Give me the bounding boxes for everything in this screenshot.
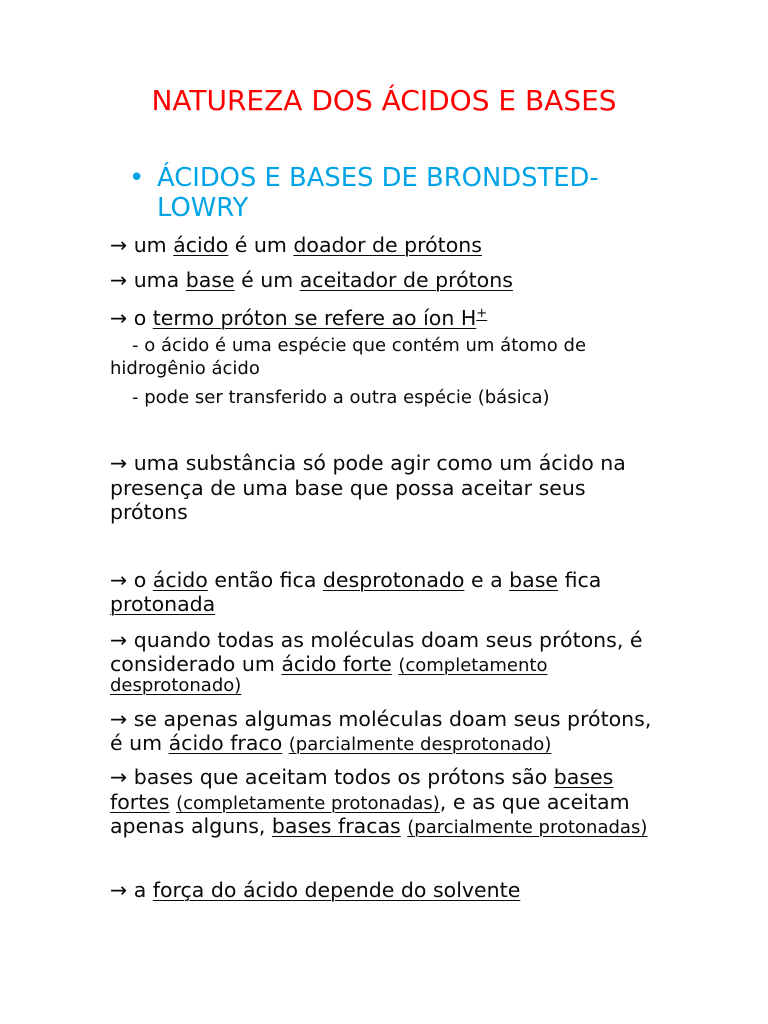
text-line bbox=[110, 877, 520, 910]
text-line bbox=[110, 675, 241, 702]
body-text: → uma bbox=[110, 268, 186, 292]
underlined-term: termo próton se refere ao íon H bbox=[152, 306, 477, 330]
bullet-icon: • bbox=[129, 163, 145, 193]
body-text: → um bbox=[110, 233, 174, 257]
underlined-note: (completamento bbox=[398, 655, 548, 676]
underlined-note: desprotonado) bbox=[110, 675, 242, 696]
underlined-term: aceitador de prótons bbox=[299, 268, 513, 292]
body-text: apenas alguns, bbox=[110, 814, 272, 838]
body-text: é um bbox=[228, 233, 294, 257]
text-line bbox=[110, 301, 487, 338]
superscript-charge: + bbox=[476, 306, 488, 321]
body-text: → o bbox=[110, 568, 153, 592]
body-text: → se apenas algumas moléculas doam seus prótons, bbox=[110, 707, 652, 731]
underlined-term: ácido forte bbox=[281, 652, 392, 676]
section-heading-line-1: ÁCIDOS E BASES DE BRONDSTED- bbox=[157, 163, 599, 193]
underlined-term: ácido bbox=[152, 568, 208, 592]
text-line bbox=[110, 813, 647, 846]
body-text: → quando todas as moléculas doam seus prótons, é bbox=[110, 628, 643, 652]
page-title: NATUREZA DOS ÁCIDOS E BASES bbox=[151, 84, 617, 117]
text-line bbox=[110, 358, 260, 385]
text-line bbox=[110, 499, 188, 532]
text-line bbox=[110, 232, 482, 265]
text-line bbox=[110, 591, 215, 624]
underlined-note: (completamente protonadas) bbox=[176, 793, 440, 814]
underlined-term: bases fracas bbox=[271, 814, 401, 838]
body-text: → o bbox=[110, 306, 153, 330]
body-text: presença de uma base que possa aceitar seus bbox=[110, 476, 586, 500]
body-text: → bases que aceitam todos os prótons são bbox=[110, 765, 554, 789]
underlined-term: doador de prótons bbox=[293, 233, 482, 257]
note-text: - o ácido é uma espécie que contém um átomo de bbox=[132, 335, 587, 356]
underlined-term: ácido fraco bbox=[168, 731, 283, 755]
body-text: é um bbox=[110, 731, 169, 755]
underlined-term: ácido bbox=[173, 233, 229, 257]
section-heading-line-2: LOWRY bbox=[157, 193, 249, 223]
body-text: fica bbox=[558, 568, 602, 592]
underlined-note: (parcialmente desprotonado) bbox=[288, 734, 552, 755]
body-text: então fica bbox=[207, 568, 323, 592]
underlined-term: fortes bbox=[110, 790, 170, 814]
underlined-term: base bbox=[509, 568, 559, 592]
text-line bbox=[110, 730, 551, 763]
underlined-term: base bbox=[185, 268, 235, 292]
underlined-note: (parcialmente protonadas) bbox=[407, 817, 648, 838]
body-text: → uma substância só pode agir como um ácido na bbox=[110, 451, 626, 475]
body-text: é um bbox=[234, 268, 300, 292]
text-line bbox=[110, 267, 513, 300]
body-text: e a bbox=[464, 568, 510, 592]
body-text: considerado um bbox=[110, 652, 282, 676]
underlined-term: bases bbox=[553, 765, 614, 789]
body-text: → a bbox=[110, 878, 153, 902]
underlined-term: desprotonado bbox=[322, 568, 465, 592]
underlined-term: protonada bbox=[110, 592, 216, 616]
body-text: prótons bbox=[110, 500, 188, 524]
underlined-term: força do ácido depende do solvente bbox=[152, 878, 521, 902]
body-text: , e as que aceitam bbox=[439, 790, 630, 814]
text-line bbox=[132, 387, 550, 414]
note-text: - pode ser transferido a outra espécie (básica) bbox=[132, 387, 550, 408]
note-text: hidrogênio ácido bbox=[110, 358, 260, 379]
